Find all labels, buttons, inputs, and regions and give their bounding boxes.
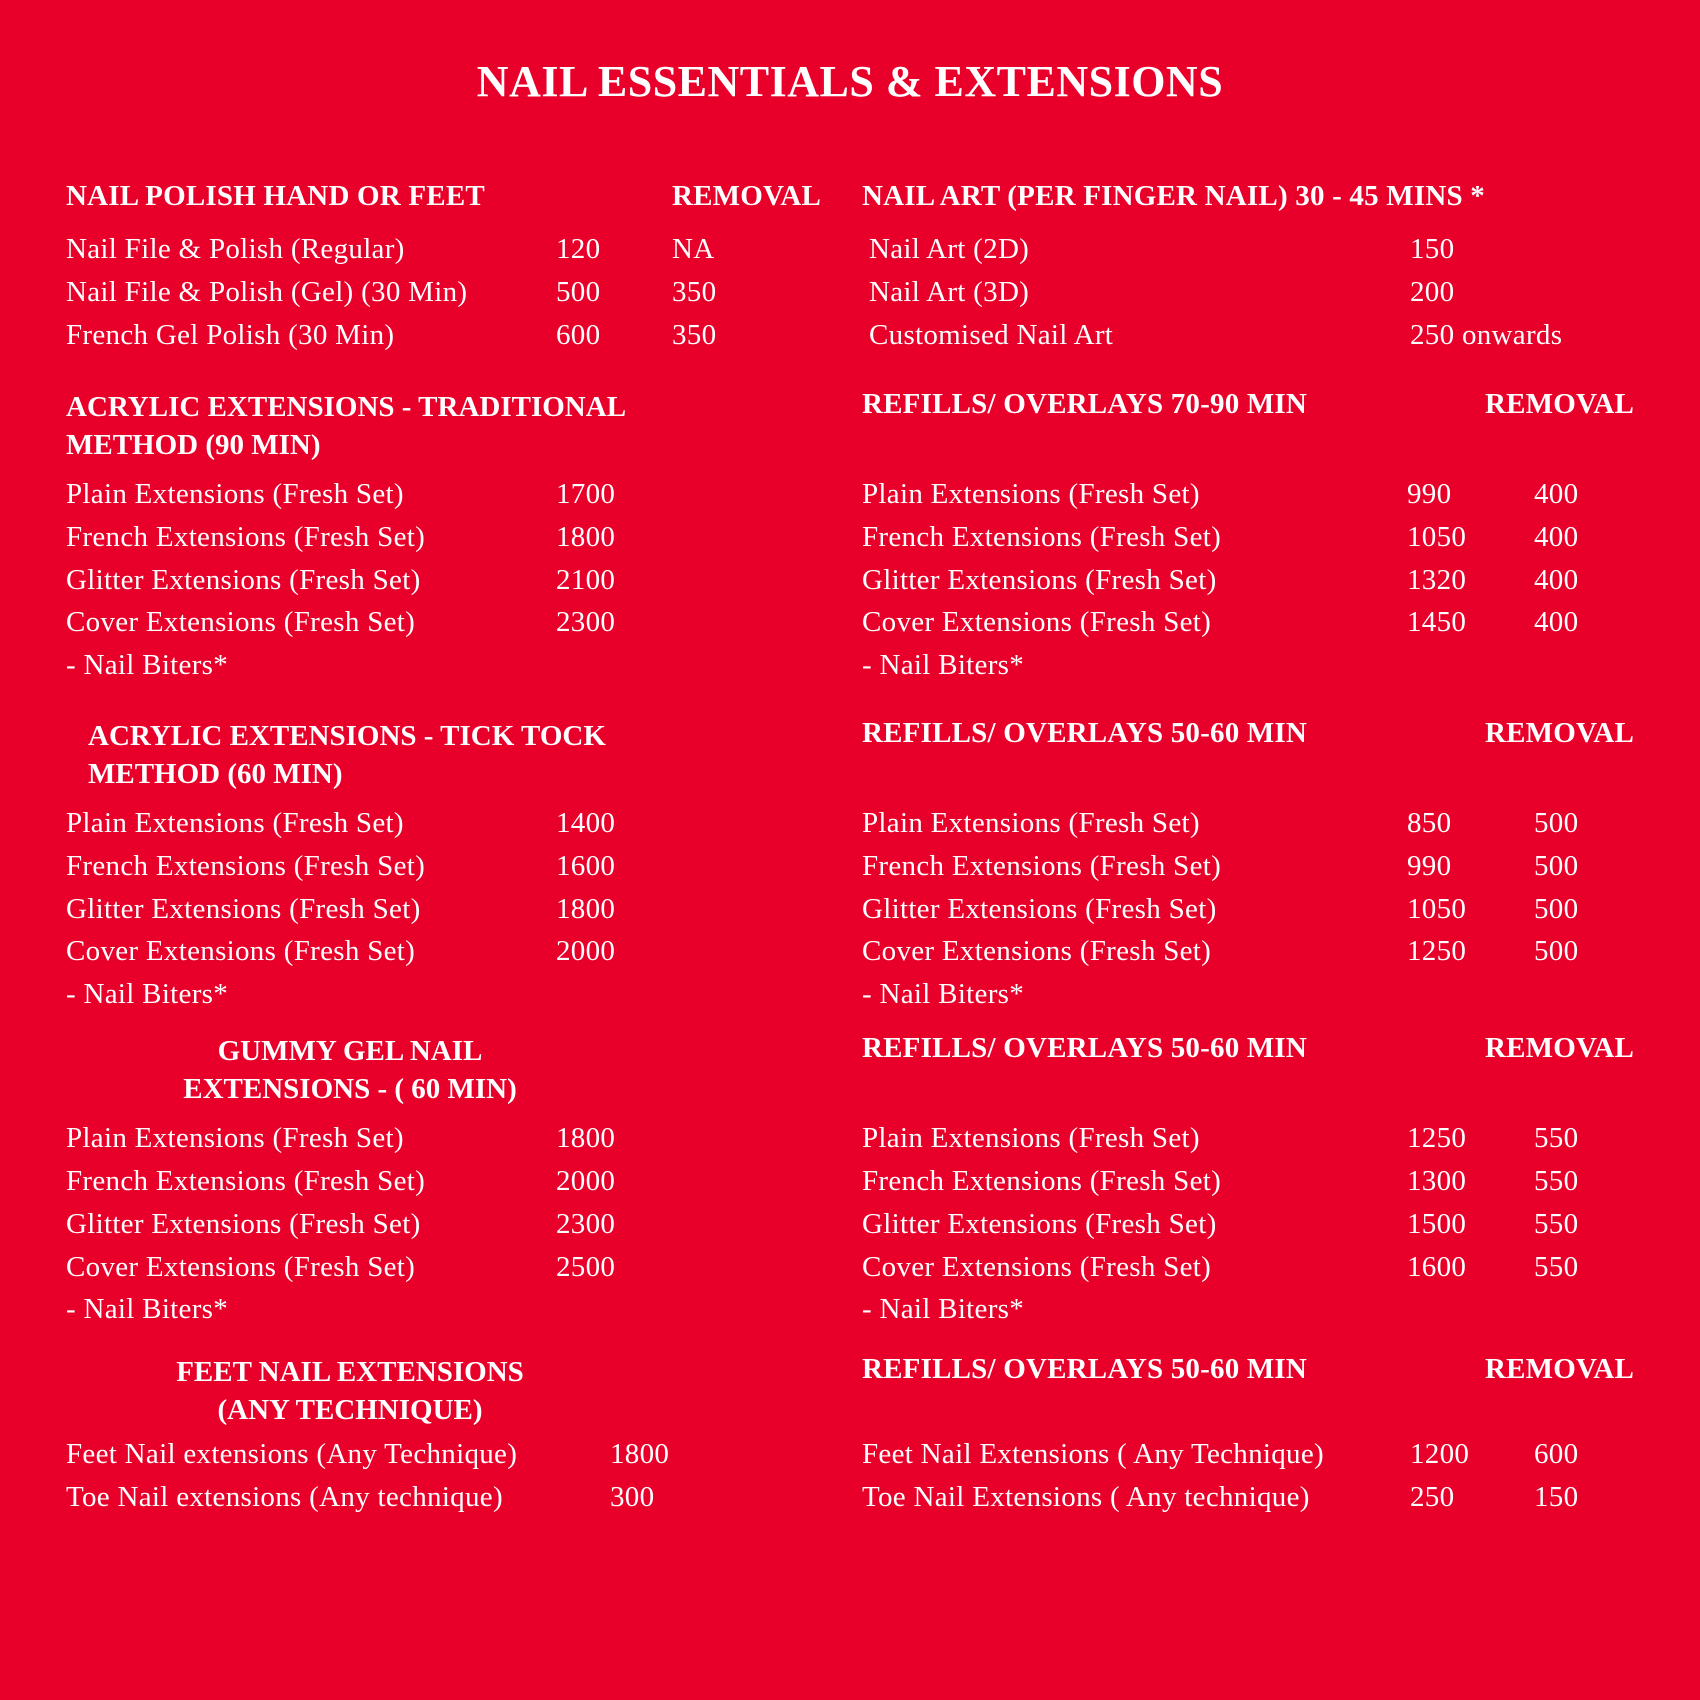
service-name: Nail File & Polish (Gel) (30 Min)	[66, 276, 468, 308]
service-price: 300	[610, 1481, 655, 1513]
service-removal: 350	[672, 319, 717, 351]
heading-line: METHOD (90 MIN)	[66, 429, 321, 461]
heading-line: METHOD (60 MIN)	[88, 758, 343, 790]
nail-biters-note: - Nail Biters*	[66, 978, 229, 1010]
service-price: 1800	[610, 1438, 670, 1470]
service-name: Customised Nail Art	[869, 319, 1114, 351]
service-price: 2000	[556, 935, 616, 967]
service-price: 150	[1410, 233, 1455, 265]
section-heading-gummy-gel	[60, 1032, 640, 1108]
service-removal: 550	[1534, 1208, 1579, 1240]
service-removal: 500	[1534, 850, 1579, 882]
service-name: Cover Extensions (Fresh Set)	[66, 606, 416, 638]
service-price: 1700	[556, 478, 616, 510]
service-name: Plain Extensions (Fresh Set)	[862, 1122, 1200, 1154]
service-removal: 400	[1534, 606, 1579, 638]
section-heading-refills: REFILLS/ OVERLAYS 50-60 MIN	[862, 1032, 1308, 1064]
service-name: Cover Extensions (Fresh Set)	[862, 606, 1212, 638]
service-name: Glitter Extensions (Fresh Set)	[66, 893, 421, 925]
service-name: Cover Extensions (Fresh Set)	[66, 935, 416, 967]
service-price: 1450	[1407, 606, 1467, 638]
service-price: 1500	[1407, 1208, 1467, 1240]
service-price: 850	[1407, 807, 1452, 839]
service-name: French Extensions (Fresh Set)	[66, 850, 426, 882]
service-name: Feet Nail Extensions ( Any Technique)	[862, 1438, 1324, 1470]
service-name: French Extensions (Fresh Set)	[862, 850, 1222, 882]
service-name: French Extensions (Fresh Set)	[862, 1165, 1222, 1197]
service-name: Nail File & Polish (Regular)	[66, 233, 405, 265]
service-removal: 350	[672, 276, 717, 308]
service-price: 1800	[556, 1122, 616, 1154]
service-name: Feet Nail extensions (Any Technique)	[66, 1438, 518, 1470]
service-price: 600	[556, 319, 601, 351]
service-price: 2300	[556, 1208, 616, 1240]
section-heading-refills: REFILLS/ OVERLAYS 50-60 MIN	[862, 717, 1308, 749]
service-price: 1300	[1407, 1165, 1467, 1197]
nail-biters-note: - Nail Biters*	[862, 978, 1025, 1010]
service-price: 2000	[556, 1165, 616, 1197]
service-name: French Extensions (Fresh Set)	[862, 521, 1222, 553]
service-name: Glitter Extensions (Fresh Set)	[66, 564, 421, 596]
service-name: French Gel Polish (30 Min)	[66, 319, 395, 351]
service-price: 1400	[556, 807, 616, 839]
service-removal: 500	[1534, 807, 1579, 839]
service-price: 1050	[1407, 521, 1467, 553]
service-name: Cover Extensions (Fresh Set)	[862, 935, 1212, 967]
section-heading-nail-polish: NAIL POLISH HAND OR FEET	[66, 180, 485, 212]
section-heading-refills: REFILLS/ OVERLAYS 70-90 MIN	[862, 388, 1308, 420]
service-removal: 400	[1534, 521, 1579, 553]
service-price: 120	[556, 233, 601, 265]
service-removal: 550	[1534, 1165, 1579, 1197]
service-name: Glitter Extensions (Fresh Set)	[66, 1208, 421, 1240]
service-removal: 400	[1534, 478, 1579, 510]
section-heading-acrylic-traditional	[66, 388, 626, 464]
section-heading-refills: REFILLS/ OVERLAYS 50-60 MIN	[862, 1353, 1308, 1385]
heading-line: GUMMY GEL NAIL	[217, 1035, 483, 1067]
removal-column-label: REMOVAL	[1485, 388, 1635, 420]
service-price: 1800	[556, 893, 616, 925]
heading-line: FEET NAIL EXTENSIONS	[176, 1356, 524, 1388]
removal-column-label: REMOVAL	[1485, 1032, 1635, 1064]
service-name: Plain Extensions (Fresh Set)	[862, 807, 1200, 839]
service-name: French Extensions (Fresh Set)	[66, 521, 426, 553]
service-price: 2500	[556, 1251, 616, 1283]
service-name: Plain Extensions (Fresh Set)	[862, 478, 1200, 510]
service-price: 500	[556, 276, 601, 308]
service-removal: NA	[672, 233, 715, 265]
service-removal: 550	[1534, 1251, 1579, 1283]
section-heading-nail-art: NAIL ART (PER FINGER NAIL) 30 - 45 MINS *	[862, 180, 1485, 212]
service-name: Glitter Extensions (Fresh Set)	[862, 564, 1217, 596]
service-name: Toe Nail Extensions ( Any technique)	[862, 1481, 1310, 1513]
page-title: NAIL ESSENTIALS & EXTENSIONS	[476, 57, 1224, 106]
heading-line: (ANY TECHNIQUE)	[217, 1394, 483, 1426]
section-heading-acrylic-ticktock	[88, 717, 606, 793]
removal-column-label: REMOVAL	[1485, 717, 1635, 749]
heading-line: ACRYLIC EXTENSIONS - TRADITIONAL	[66, 391, 627, 423]
nail-biters-note: - Nail Biters*	[862, 649, 1025, 681]
service-name: Nail Art (3D)	[869, 276, 1030, 308]
service-price: 2100	[556, 564, 616, 596]
service-name: Plain Extensions (Fresh Set)	[66, 807, 404, 839]
section-heading-feet-extensions	[60, 1353, 640, 1429]
service-removal: 600	[1534, 1438, 1579, 1470]
nail-biters-note: - Nail Biters*	[862, 1293, 1025, 1325]
removal-column-label: REMOVAL	[672, 180, 822, 212]
service-price: 1200	[1410, 1438, 1470, 1470]
service-name: Glitter Extensions (Fresh Set)	[862, 893, 1217, 925]
service-price: 990	[1407, 478, 1452, 510]
service-price: 990	[1407, 850, 1452, 882]
service-name: Toe Nail extensions (Any technique)	[66, 1481, 503, 1513]
service-name: Nail Art (2D)	[869, 233, 1030, 265]
service-removal: 550	[1534, 1122, 1579, 1154]
service-price: 1320	[1407, 564, 1467, 596]
service-price: 2300	[556, 606, 616, 638]
service-removal: 150	[1534, 1481, 1579, 1513]
service-price: 1250	[1407, 1122, 1467, 1154]
service-price: 1600	[1407, 1251, 1467, 1283]
service-name: Cover Extensions (Fresh Set)	[862, 1251, 1212, 1283]
service-removal: 500	[1534, 893, 1579, 925]
service-name: French Extensions (Fresh Set)	[66, 1165, 426, 1197]
service-removal: 500	[1534, 935, 1579, 967]
service-name: Cover Extensions (Fresh Set)	[66, 1251, 416, 1283]
service-removal: 400	[1534, 564, 1579, 596]
nail-biters-note: - Nail Biters*	[66, 649, 229, 681]
service-name: Glitter Extensions (Fresh Set)	[862, 1208, 1217, 1240]
service-price: 250 onwards	[1410, 319, 1563, 351]
service-price: 200	[1410, 276, 1455, 308]
service-price: 1800	[556, 521, 616, 553]
service-price: 1600	[556, 850, 616, 882]
heading-line: ACRYLIC EXTENSIONS - TICK TOCK	[88, 720, 606, 752]
heading-line: EXTENSIONS - ( 60 MIN)	[183, 1073, 517, 1105]
nail-biters-note: - Nail Biters*	[66, 1293, 229, 1325]
service-price: 250	[1410, 1481, 1455, 1513]
service-name: Plain Extensions (Fresh Set)	[66, 478, 404, 510]
service-price: 1250	[1407, 935, 1467, 967]
removal-column-label: REMOVAL	[1485, 1353, 1635, 1385]
service-price: 1050	[1407, 893, 1467, 925]
service-name: Plain Extensions (Fresh Set)	[66, 1122, 404, 1154]
